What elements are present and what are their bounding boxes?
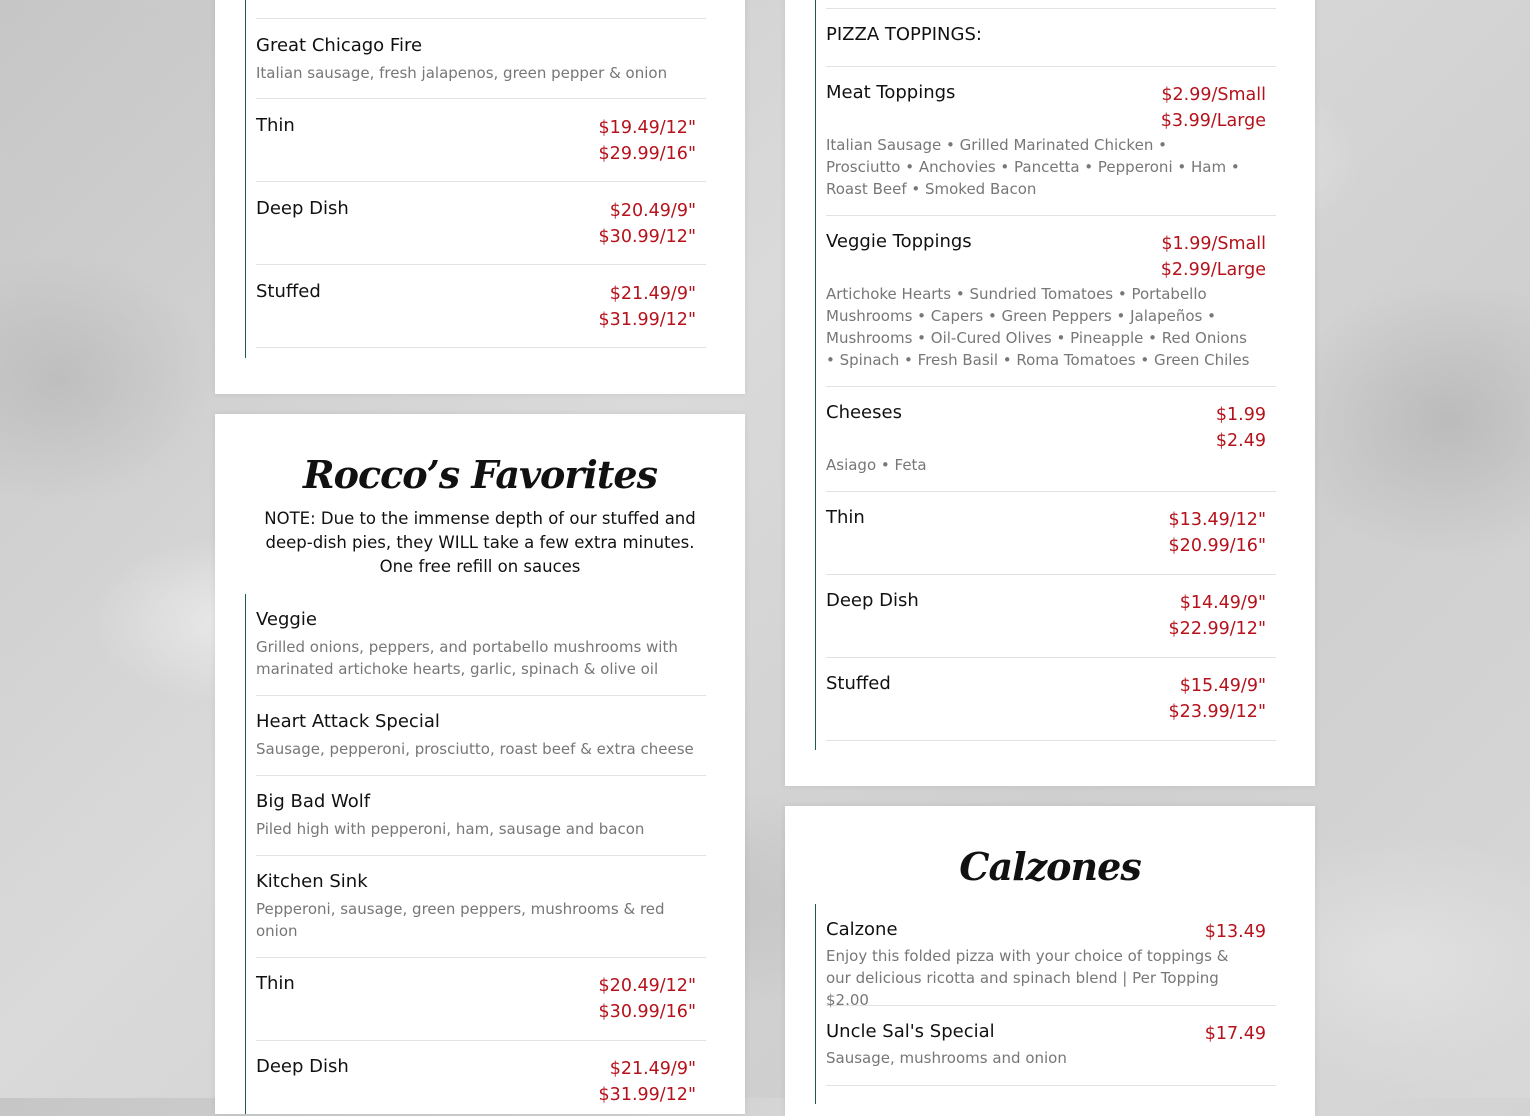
item-price (599, 281, 696, 333)
item-name: Stuffed (256, 281, 321, 302)
menu-item (256, 99, 706, 182)
menu-item (256, 265, 706, 348)
item-description: Italian Sausage • Grilled Marinated Chicken • Prosciutto • Anchovies • Pancetta • Pepperoni • Ham • Roast Beef • Smoked Bacon (826, 136, 1240, 198)
item-price (1216, 402, 1266, 454)
item-description: Artichoke Hearts • Sundried Tomatoes • Portabello Mushrooms • Capers • Green Peppers • Jalapeños • Mushrooms • Oil-Cured Olives • Pineapple • Red Onions • Spinach • Fresh Basil • Roma Tomatoes • Green Chiles (826, 285, 1250, 369)
menu-item (826, 904, 1276, 1009)
item-name: Big Bad Wolf (256, 791, 371, 812)
price-large: $3.99/Large (1160, 111, 1266, 131)
menu-list (245, 594, 736, 1114)
item-price (599, 198, 696, 250)
item-name: Thin (826, 507, 865, 528)
menu-item (256, 958, 706, 1041)
item-name: Thin (256, 115, 295, 136)
price-small: $21.49/9" (609, 1059, 696, 1079)
item-name: Stuffed (826, 673, 891, 694)
menu-item (256, 182, 706, 265)
item-name: Great Chicago Fire (256, 35, 423, 56)
item-name: Meat Toppings (826, 82, 956, 103)
menu-list (815, 0, 1306, 750)
menu-list (245, 0, 736, 358)
price-small: $20.49/12" (598, 976, 696, 996)
item-description: Enjoy this folded pizza with your choice of toppings & our delicious ricotta and spinach blend | Per Topping $2.00 (826, 947, 1229, 1009)
toppings-header (826, 9, 1276, 67)
item-description: Sausage, mushrooms and onion (826, 1049, 1067, 1067)
item-price (599, 115, 696, 167)
menu-item (256, 19, 706, 99)
section-note: NOTE: Due to the immense depth of our stuffed and deep-dish pies, they WILL take a few extra minutes. One free refill on sauces (264, 509, 696, 576)
item-description: Piled high with pepperoni, ham, sausage and bacon (256, 820, 645, 838)
item-name: Thin (256, 973, 295, 994)
menu-item (826, 216, 1276, 387)
menu-item (826, 575, 1276, 658)
price-small: $19.49/12" (598, 118, 696, 138)
item-price (599, 1056, 696, 1108)
item-price (1169, 590, 1266, 642)
item-name: Veggie Toppings (826, 231, 972, 252)
price-small: $1.99/Small (1161, 234, 1266, 254)
item-price (1161, 231, 1266, 283)
item-price (1205, 919, 1266, 945)
menu-item (826, 658, 1276, 741)
item-name: Cheeses (826, 402, 902, 423)
toppings-label: PIZZA TOPPINGS: (826, 24, 982, 45)
item-name: Heart Attack Special (256, 711, 440, 732)
price-small: $2.99/Small (1161, 85, 1266, 105)
item-name: Calzone (826, 919, 898, 940)
price-small: $13.49/12" (1168, 510, 1266, 530)
menu-item-cutoff (826, 0, 1276, 9)
price-small: $21.49/9" (609, 284, 696, 304)
menu-item (826, 67, 1276, 216)
price-small: $14.49/9" (1179, 593, 1266, 613)
price-large: $30.99/16" (598, 1002, 696, 1022)
menu-item (826, 387, 1276, 492)
menu-card-calzones (785, 806, 1315, 1116)
item-price (1169, 507, 1266, 559)
price-small: $20.49/9" (609, 201, 696, 221)
menu-card-pizza-toppings (785, 0, 1315, 786)
price-large: $31.99/12" (598, 310, 696, 330)
item-name: Kitchen Sink (256, 871, 368, 892)
item-price (1205, 1021, 1266, 1047)
menu-card-roccos-favorites (215, 414, 745, 1114)
item-name: Deep Dish (256, 198, 349, 219)
menu-item (256, 776, 706, 856)
menu-item (256, 696, 706, 776)
menu-item (826, 492, 1276, 575)
item-price (1161, 82, 1266, 134)
section-title: Rocco’s Favorites (303, 452, 657, 497)
menu-item (826, 1006, 1276, 1086)
menu-item (256, 1041, 706, 1114)
price-large: $30.99/12" (598, 227, 696, 247)
price-large: $2.99/Large (1160, 260, 1266, 280)
menu-item-cutoff (256, 0, 706, 19)
item-description: Sausage, pepperoni, prosciutto, roast beef & extra cheese (256, 740, 694, 758)
item-description: Grilled onions, peppers, and portabello mushrooms with marinated artichoke hearts, garlic, spinach & olive oil (256, 638, 678, 678)
price-single: $17.49 (1204, 1024, 1266, 1044)
item-description: Italian sausage, fresh jalapenos, green pepper & onion (256, 64, 668, 82)
menu-card-pizza-continued (215, 0, 745, 394)
menu-list (815, 904, 1306, 1104)
section-title: Calzones (959, 844, 1141, 889)
price-small: $1.99 (1215, 405, 1266, 425)
item-name: Veggie (256, 609, 317, 630)
price-large: $20.99/16" (1168, 536, 1266, 556)
price-large: $22.99/12" (1168, 619, 1266, 639)
price-small: $15.49/9" (1179, 676, 1266, 696)
item-name: Uncle Sal's Special (826, 1021, 995, 1042)
price-large: $29.99/16" (598, 144, 696, 164)
item-name: Deep Dish (256, 1056, 349, 1077)
item-name: Deep Dish (826, 590, 919, 611)
price-large: $31.99/12" (598, 1085, 696, 1105)
menu-item (256, 856, 706, 958)
item-description: Pepperoni, sausage, green peppers, mushrooms & red onion (256, 900, 665, 940)
menu-item (256, 594, 706, 696)
price-large: $23.99/12" (1168, 702, 1266, 722)
item-price (1169, 673, 1266, 725)
item-description: Asiago • Feta (826, 456, 927, 474)
price-single: $13.49 (1204, 922, 1266, 942)
price-large: $2.49 (1215, 431, 1266, 451)
item-price (599, 973, 696, 1025)
